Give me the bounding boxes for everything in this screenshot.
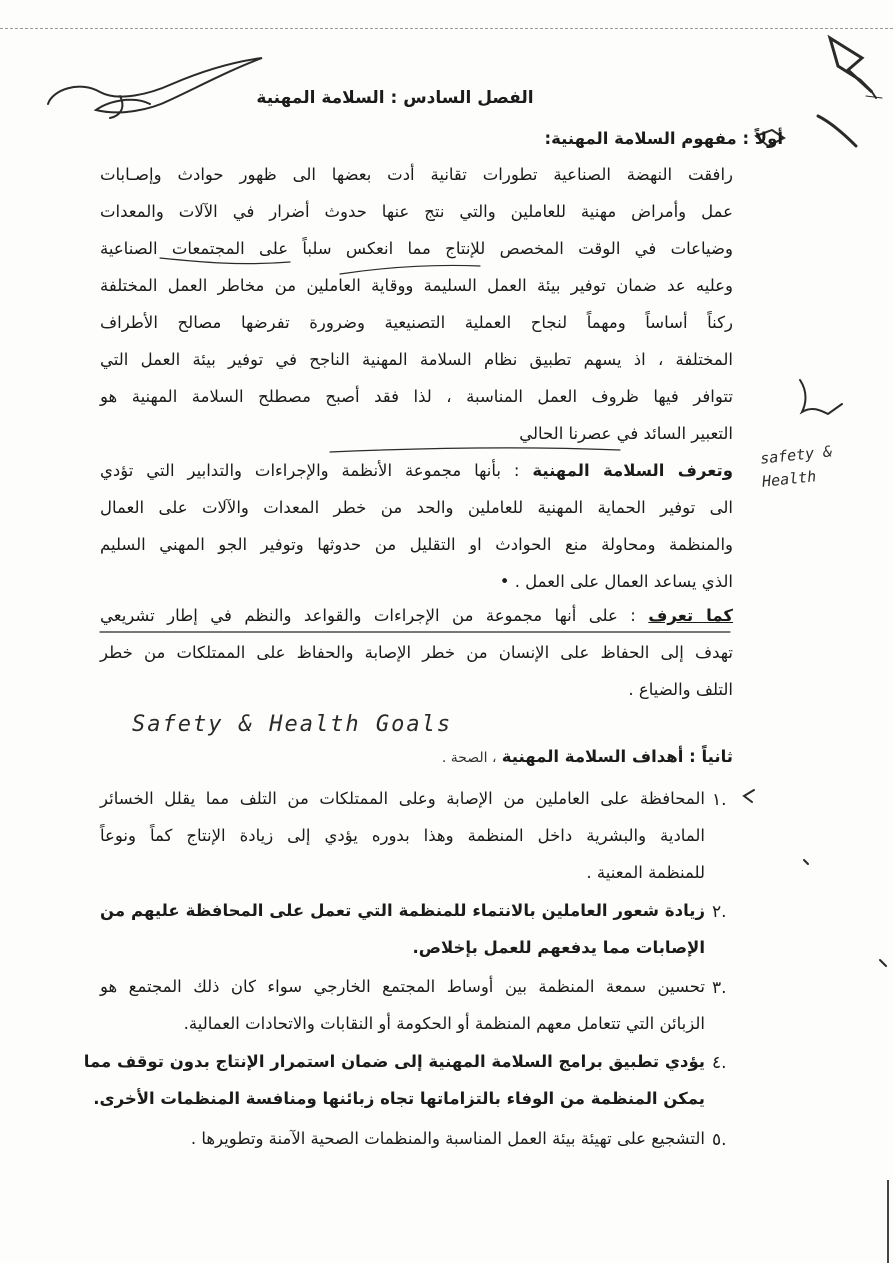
definition-line: والمنظمة ومحاولة منع الحوادث او التقليل من حدوثها وتوفير الجو المهني السليم	[100, 535, 733, 554]
paragraph-line: تتوافر فيها ظروف العمل المناسبة ، لذا فقد أصبح مصطلح السلامة المهنية هو	[100, 387, 733, 406]
list-number: ٣.	[712, 978, 727, 998]
margin-note-safety: safety &	[759, 442, 833, 468]
definition-line: التلف والضياع .	[628, 680, 733, 699]
list-item-line: المحافظة على العاملين من الإصابة وعلى الممتلكات من التلف مما يقلل الخسائر	[100, 789, 705, 808]
list-item-line: التشجيع على تهيئة بيئة العمل المناسبة والمنظمات الصحية الآمنة وتطويرها .	[190, 1129, 705, 1148]
paragraph-line: عمل وأمراض مهنية للعاملين والتي نتج عنها حدوث أضرار في الآلات والمعدات	[100, 202, 733, 221]
paragraph-line: وعليه عد ضمان توفير بيئة العمل السليمة ووقاية العاملين من مخاطر العمل المختلفة	[100, 276, 733, 295]
list-item-line: الزبائن التي تتعامل معهم المنظمة أو الحكومة أو النقابات والاتحادات العمالية.	[183, 1014, 705, 1033]
list-item	[100, 892, 705, 966]
list-item-line: للمنظمة المعنية .	[586, 863, 705, 882]
list-item	[100, 1120, 705, 1157]
section2-heading-note: ، الصحة .	[441, 750, 497, 766]
list-item-line: الإصابات مما يدفعهم للعمل بإخلاص.	[412, 938, 705, 957]
list-number: ٤.	[712, 1053, 727, 1073]
list-number: ١.	[712, 790, 727, 810]
margin-note-health: Health	[761, 467, 817, 491]
margin-squiggle	[800, 380, 842, 414]
list-item-line: يمكن المنظمة من الوفاء بالتزاماتها تجاه زبائنها ومنافسة المنظمات الأخرى.	[93, 1089, 705, 1108]
list-number: ٢.	[712, 902, 727, 922]
list-item	[100, 968, 705, 1042]
definition-text: : بأنها مجموعة الأنظمة والإجراءات والتدابير التي تؤدي	[100, 461, 520, 480]
list-item	[100, 780, 705, 891]
definition-line: تهدف إلى الحفاظ على الإنسان من خطر الإصابة والحفاظ على الممتلكات من خطر	[100, 643, 733, 662]
definition-term: كما تعرف	[648, 606, 733, 625]
definition-line	[100, 597, 733, 634]
section2-heading-row	[173, 738, 733, 777]
list-item-line: تحسين سمعة المنظمة بين أوساط المجتمع الخارجي سواء كان ذلك المجتمع هو	[100, 977, 705, 996]
list-item-line: زيادة شعور العاملين بالانتماء للمنظمة التي تعمل على المحافظة عليهم من	[100, 901, 705, 920]
section2-heading: ثانياً : أهداف السلامة المهنية	[501, 747, 733, 766]
section1-paragraph	[100, 156, 733, 452]
list-number: ٥.	[712, 1130, 727, 1150]
paragraph-line: وضياعات في الوقت المخصص للإنتاج مما انعكس سلباً على المجتمعات الصناعية	[100, 239, 733, 258]
paragraph-line: التعبير السائد في عصرنا الحالي	[519, 424, 733, 443]
definition-term: وتعرف السلامة المهنية	[532, 461, 734, 480]
definition-line	[100, 452, 733, 489]
paragraph-line: المختلفة ، اذ يسهم تطبيق نظام السلامة المهنية الناجح في توفير بيئة العمل التي	[100, 350, 733, 369]
paragraph-line: ركناً أساساً ومهماً لنجاح العملية التصنيعية وضرورة تفرضها مصالح الأطراف	[100, 313, 733, 332]
paragraph-line: رافقت النهضة الصناعية تطورات تقانية أدت بعضها الى ظهور حوادث وإصـابات	[100, 165, 733, 184]
list-item	[83, 1043, 705, 1117]
mid-note-goals: Safety & Health Goals	[132, 712, 453, 737]
definition-line: الى توفير الحماية المهنية للعاملين والحد من خطر المعدات والآلات على العمال	[100, 498, 733, 517]
definition-2	[100, 597, 733, 708]
definition-line: الذي يساعد العمال على العمل . •	[499, 572, 733, 591]
list-item-line: المادية والبشرية داخل المنظمة وهذا بدوره يؤدي إلى زيادة الإنتاج كماً ونوعاً	[100, 826, 705, 845]
list-item-line: يؤدي تطبيق برامج السلامة المهنية إلى ضمان استمرار الإنتاج بدون توقف مما	[83, 1052, 705, 1071]
corner-scribble	[830, 38, 872, 92]
definition-1	[100, 452, 733, 600]
chapter-title: الفصل السادس : السلامة المهنية	[256, 88, 534, 108]
definition-text: : على أنها مجموعة من الإجراءات والقواعد والنظم في إطار تشريعي	[100, 606, 636, 625]
section1-heading: أولاً : مفهوم السلامة المهنية:	[544, 129, 783, 148]
